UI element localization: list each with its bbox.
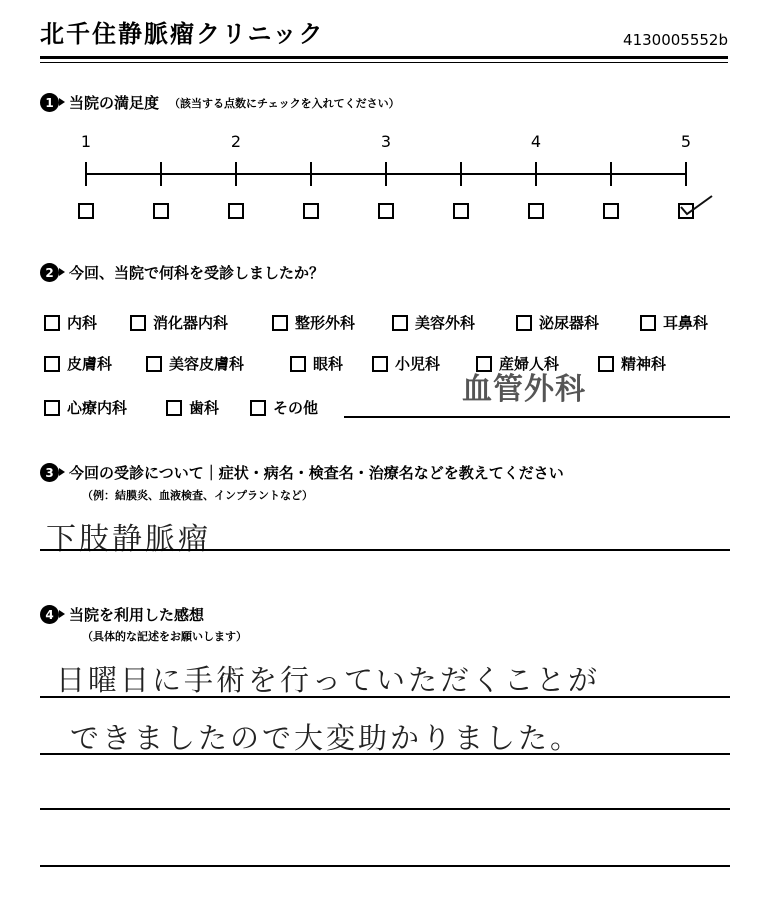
dept-option[interactable] (130, 312, 228, 333)
dept-checkbox[interactable] (44, 315, 60, 331)
dept-option-other[interactable] (250, 397, 318, 418)
q3-question: 今回の受診について｜症状・病名・検査名・治療名などを教えてください (69, 464, 564, 482)
other-answer-line (344, 416, 730, 418)
q4-question: 当院を利用した感想 (69, 606, 205, 624)
satisfaction-checkbox[interactable] (303, 203, 319, 219)
scale-label: 1 (80, 132, 92, 151)
scale-label: 2 (230, 132, 242, 151)
scale-label: 3 (380, 132, 392, 151)
satisfaction-checkbox[interactable] (378, 203, 394, 219)
satisfaction-checkbox[interactable] (453, 203, 469, 219)
dept-checkbox[interactable] (272, 315, 288, 331)
q4-answer-line (40, 696, 730, 698)
dept-checkbox[interactable] (146, 356, 162, 372)
dept-label: 皮膚科 (67, 355, 113, 373)
dept-label: 産婦人科 (499, 355, 560, 373)
q1-hint: （該当する点数にチェックを入れてください） (169, 96, 400, 110)
dept-label: 内科 (67, 314, 98, 332)
q4-answer-line (40, 753, 730, 755)
q4-answer-line (40, 865, 730, 867)
check-mark-icon (680, 193, 714, 219)
q3-handwritten-answer: 下肢静脈瘤 (46, 522, 211, 557)
scale-tick (160, 162, 162, 186)
scale-tick (85, 162, 87, 186)
dept-checkbox[interactable] (130, 315, 146, 331)
q4-answer-line (40, 808, 730, 810)
satisfaction-checkbox[interactable] (528, 203, 544, 219)
dept-option[interactable] (290, 353, 343, 374)
dept-label: 美容外科 (415, 314, 476, 332)
dept-option[interactable] (272, 312, 355, 333)
dept-label: その他 (273, 399, 319, 417)
q4-hint: （具体的な記述をお願いします） (82, 630, 247, 643)
other-answer-stamp: 血管外科 (462, 372, 586, 407)
dept-option[interactable] (640, 312, 708, 333)
clinic-title: 北千住静脈瘤クリニック (40, 20, 325, 48)
dept-label: 精神科 (621, 355, 667, 373)
scale-tick (610, 162, 612, 186)
scale-tick (535, 162, 537, 186)
dept-option[interactable] (146, 353, 244, 374)
dept-checkbox[interactable] (250, 400, 266, 416)
q4-handwritten-line-2: できましたので大変助かりました。 (70, 721, 583, 755)
dept-option[interactable] (598, 353, 666, 374)
q2-heading (40, 262, 324, 283)
dept-label: 歯科 (189, 399, 220, 417)
q2-question: 今回、当院で何科を受診しましたか？ (69, 264, 325, 282)
scale-tick (235, 162, 237, 186)
document-id: 4130005552b (623, 31, 728, 49)
scale-tick (310, 162, 312, 186)
dept-label: 心療内科 (67, 399, 128, 417)
q2-number-badge: 2 (40, 263, 59, 282)
dept-option[interactable] (392, 312, 475, 333)
dept-option[interactable] (516, 312, 599, 333)
dept-checkbox[interactable] (516, 315, 532, 331)
dept-option[interactable] (44, 353, 112, 374)
dept-checkbox[interactable] (598, 356, 614, 372)
scale-tick (385, 162, 387, 186)
satisfaction-checkbox[interactable] (603, 203, 619, 219)
dept-checkbox[interactable] (372, 356, 388, 372)
dept-checkbox[interactable] (44, 356, 60, 372)
q1-heading (40, 92, 400, 113)
scale-tick (460, 162, 462, 186)
dept-label: 耳鼻科 (663, 314, 709, 332)
dept-label: 眼科 (313, 355, 344, 373)
dept-option[interactable] (372, 353, 440, 374)
q4-number-badge: 4 (40, 605, 59, 624)
q1-question: 当院の満足度 (69, 94, 160, 112)
dept-checkbox[interactable] (290, 356, 306, 372)
q3-answer-line (40, 549, 730, 551)
dept-label: 美容皮膚科 (169, 355, 245, 373)
dept-checkbox[interactable] (166, 400, 182, 416)
q3-heading (40, 462, 564, 483)
scale-tick (685, 162, 687, 186)
q1-number-badge: 1 (40, 93, 59, 112)
dept-option[interactable] (166, 397, 219, 418)
dept-label: 泌尿器科 (539, 314, 600, 332)
dept-label: 小児科 (395, 355, 441, 373)
header-rule-thick (40, 56, 728, 59)
q3-hint: （例：結膜炎、血液検査、インプラントなど） (82, 489, 313, 502)
dept-checkbox[interactable] (44, 400, 60, 416)
dept-checkbox[interactable] (392, 315, 408, 331)
scale-label: 4 (530, 132, 542, 151)
satisfaction-checkbox[interactable] (228, 203, 244, 219)
q3-number-badge: 3 (40, 463, 59, 482)
dept-option[interactable] (44, 397, 127, 418)
dept-label: 消化器内科 (153, 314, 229, 332)
dept-label: 整形外科 (295, 314, 356, 332)
dept-checkbox[interactable] (640, 315, 656, 331)
header-rule-thin (40, 62, 728, 63)
scale-label: 5 (680, 132, 692, 151)
satisfaction-checkbox[interactable] (153, 203, 169, 219)
q4-handwritten-line-1: 日曜日に手術を行っていただくことが (56, 663, 601, 697)
dept-option[interactable] (44, 312, 97, 333)
q4-heading (40, 604, 204, 625)
satisfaction-checkbox[interactable] (78, 203, 94, 219)
